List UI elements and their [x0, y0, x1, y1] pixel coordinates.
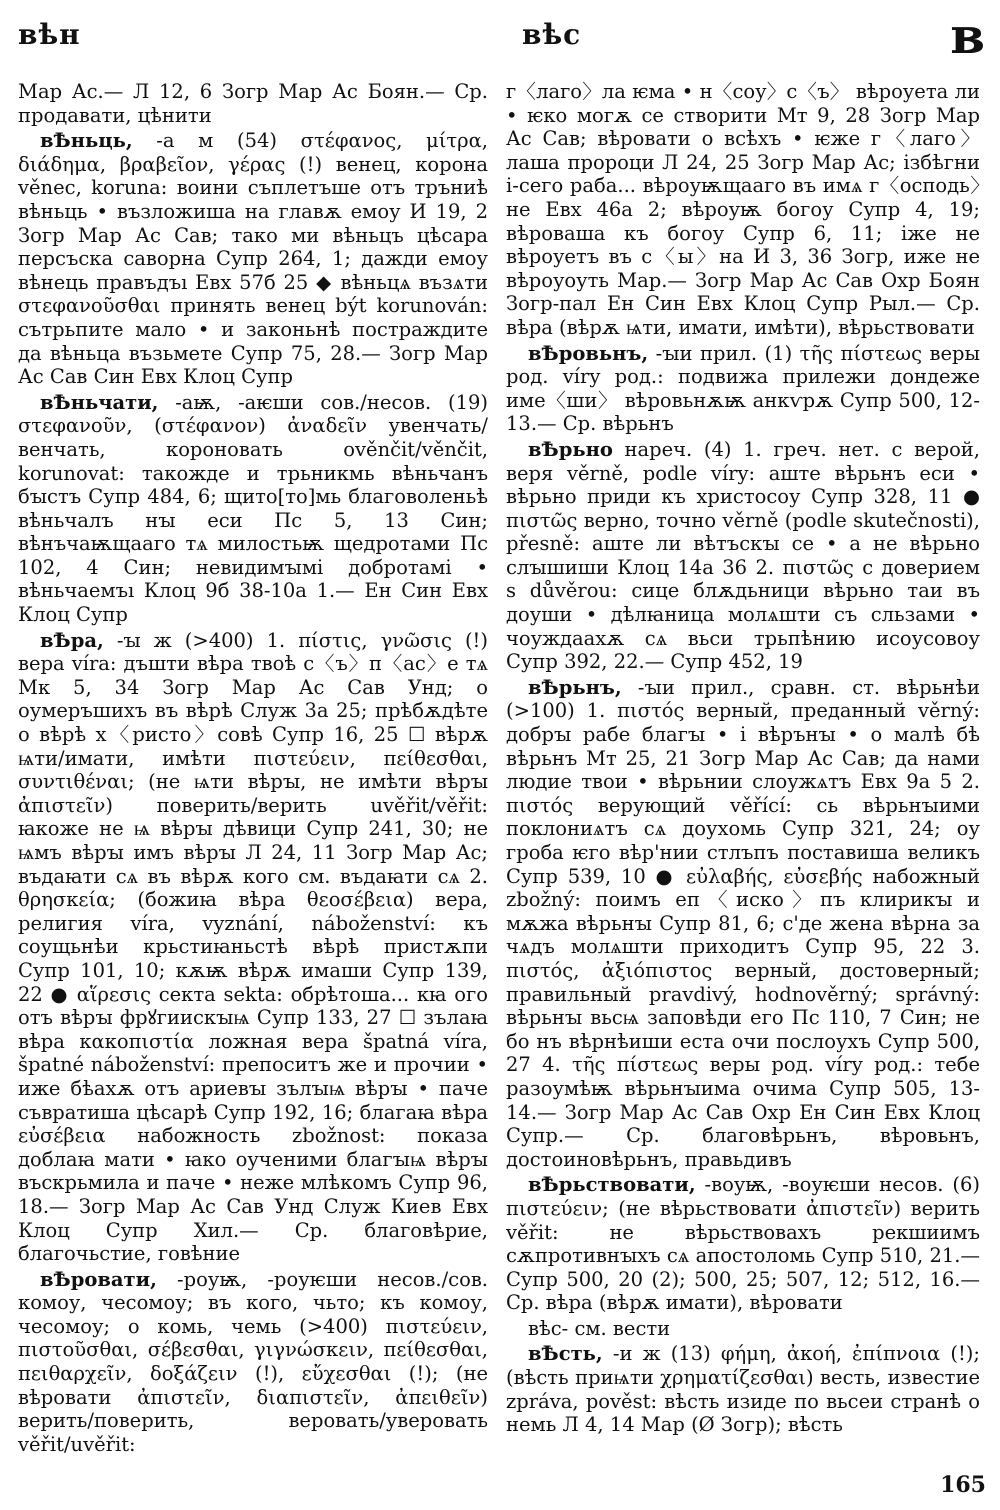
left-column [18, 80, 488, 1458]
entry-headword: вѢрьствовати, [528, 1173, 696, 1197]
entry-text: Мар Ас.— Л 12, 6 Зогр Мар Ас Боян.— Ср. продавати, цѣнити [18, 80, 488, 127]
dictionary-entry [18, 1268, 488, 1457]
dictionary-entry [18, 629, 488, 1266]
entry-headword: вѢрьнъ, [528, 675, 622, 699]
entry-text: -ꙑи прил., сравн. ст. вѣрьнѣи (>100) 1. πιστός верный, преданный věrný: добрꙑ рабе благꙑ • і вѣрънꙑ • о малѣ бѣ вѣрьнъ Мт 25, 21 Зогр Мар Ас Сав; да нами людие твои • вѣрьнии слоужѧтъ Евх 9а 5 2. πιστός верующий věřící: сь вѣрьнꙑими поклониѧтъ сѧ доуxомь Супр 321, 24; оу гроба ѥго вѣр'нии стлъпъ поставиша великъ Супр 539, 10 ● εὐλαβής, εὐσεβής набожный zbožný: поимъ еп〈иско〉пъ клирикꙑ и мѫжа вѣрьнꙑ Супр 81, 6; с'де жена вѣрна за чѧдъ молѧшти приходитъ Супр 95, 22 3. πιστός, ἀξιόπιστος верный, достоверный; правильный pravdivý, hodnověrný; správný: вѣрьнꙑ вьсѩ заповѣди его Пс 110, 7 Син; не бо нъ вѣрнѣиши еста очи послоухъ Супр 500, 27 4. τῆς πίστεως веры род. víry род.: тебе разоумѣѭ вѣрьнꙑима очима Супр 505, 13-14.— Зогр Мар Ас Сав Охр Ен Син Евх Клоц Супр.— Ср. благовѣрьнъ, вѣровьнъ, достоиновѣрьнъ, правьдивъ [506, 675, 980, 1171]
section-letter: в [950, 6, 986, 65]
entry-headword: вѢрьно [528, 437, 613, 461]
dictionary-entry [506, 1342, 980, 1436]
entry-text: -аѭ, -аѥши сов./несов. (19) στεφανοῦν, (στέφανον) ἀναδεῖν увенчать/венчать, короновать ověnčit/věnčit, korunovat: такожде и трьникмь вѣньчанъ бꙑстъ Супр 484, 6; щито[то]мь благоволеньѣ вѣньчалъ нꙑ еси Пс 5, 13 Син; вѣнъчаѭщааго тѧ милостьѭ щедротами Пс 102, 4 Син; невидимꙑмі добротамі • вѣньчаемъı Клоц 9б 38-10а 1.— Ен Син Евх Клоц Супр [18, 390, 488, 627]
entry-continuation [506, 80, 980, 340]
dictionary-entry [18, 129, 488, 389]
entry-text: -ꙑи прил. (1) τῆς πίστεως веры род. víry род.: подвижа прилежи дондеже име〈ши〉 вѣровьнѫѭ анкѵрѫ Супр 500, 12-13.— Ср. вѣрьнъ [506, 341, 980, 436]
dictionary-entry [18, 391, 488, 627]
entry-text: -роуѭ, -роуѥши несов./сов. комоу, чесомоу; въ кого, чьто; къ комоу, чесомоу; о комь, чемь (>400) πιστεύειν, πιστοῦσθαι, σέβεσθαι, γιγνώσκειν, πείθεσθαι, πειθαρχεῖν, δοξάζειν (!), εὔχεσθαι (!); (не вѣровати ἀπιστεῖν, διαπιστεῖν, ἀπειθεῖν) верить/поверить, веровать/уверовать věřit/uvěřit: [18, 1267, 488, 1456]
entry-headword: вѢра, [40, 628, 104, 652]
dictionary-entry [506, 676, 980, 1171]
entry-continuation [18, 80, 488, 127]
entry-headword: вѢровати, [40, 1267, 157, 1291]
entry-text: нареч. (4) 1. греч. нет. с верой, веря věrně, podle víry: аште вѣрьнъ еси • вѣрьно приди къ христосоу Супр 328, 11 ● πιστῶς верно, точно věrně (podle skutečnosti), přesně: аште ли вѣтъскꙑ се • а не вѣрьно слꙑшиши Клоц 14а 36 2. πιστῶς с доверием s důvěrou: сице блѫдьници вѣрьно таи въ доуши • дѣлꙗница молѧшти съ сльзами • чоуждаахѫ сѧ вьси трьпѣнию исоусовоу Супр 392, 22.— Супр 452, 19 [506, 437, 980, 674]
entry-text: -ꙑ ж (>400) 1. πίστις, γνῶσις (!) вера víra: дъшти вѣра твоѣ с〈ъ〉п〈ас〉е тѧ Мк 5, 34 Зогр Мар Ас Сав Унд; о оумеръшихъ въ вѣрѣ Служ 3а 25; прѣбѫдѣте о вѣрѣ х〈ристо〉совѣ Супр 16, 25 ☐ вѣрѫ ѩти/имати, имѣти πιστεύειν, πείθεσθαι, συντιθέναι; (не ѩти вѣрꙑ, не имѣти вѣрꙑ ἀπιστεῖν) поверить/верить uvěřit/věřit: ꙗкоже не ѩ вѣрꙑ дѣвици Супр 241, 30; не ѩмъ вѣрꙑ имъ вѣрꙑ Л 24, 11 Зогр Мар Ас; въдаꙗти сѧ въ вѣрѫ кого см. въдаꙗти сѧ 2. θρησκεία; (божиꙗ вѣра θεοσέβεια) вера, религия víra, vyznání, náboženství: къ соущьнѣи крьстиꙗньстѣ вѣрѣ пристѫпи Супр 101, 10; кѫѭ вѣрѫ имаши Супр 139, 22 ● αἵρεσις секта sekta: обрѣтоша... кꙗ ого отъ вѣрꙑ фрꙋгиискꙑѩ Супр 133, 27 ☐ зълаꙗ вѣра κακοπιστία ложная вера špatná víra, špatné náboženství: препоситъ же и прочии • иже бѣахѫ отъ ариевꙑ зълꙑѩ вѣрꙑ • паче съвратиша цѣсарѣ Супр 192, 16; благаꙗ вѣра εὐσέβεια набожность zbožnost: показа доблаꙗ мати • ꙗко оученими благꙑѩ вѣрꙑ въскрьмила и паче • неже млѣкомъ Супр 96, 18.— Зогр Мар Ас Сав Унд Служ Киев Евх Клоц Супр Хил.— Ср. благовѣрие, благочьстие, говѣние [18, 628, 488, 1266]
dictionary-entry [506, 438, 980, 674]
dictionary-entry [506, 342, 980, 436]
entry-text: -и ж (13) φήμη, ἀκοή, ἐπίπνοια (!); (вѣсть приѩти χρηματίζεσθαι) весть, известие zpráva, pověst: вѣсть изиде по вьсеи странѣ о немь Л 4, 14 Мар (Ø Зогр); вѣсть [506, 1342, 980, 1437]
page-number: 165 [940, 1472, 986, 1498]
entry-text: -а м (54) στέφανος, μίτρα, διάδημα, βραβεῖον, γέρας (!) венец, корона věnec, koruna: воини съплетъше отъ тръниѣ вѣньць • възложиша на главѫ емоу И 19, 2 Зогр Мар Ас Сав; тако ми вѣньцъ цѣсара персъска саворна Супр 264, 1; дажди емоу вѣнець правъдъı Евх 57б 25 ◆ вѣньцѧ възѧти στεφανοῦσθαι принять венец být korunován: сътрьпите мало • и законьнѣ постраждите да вѣньца възьмете Супр 75, 28.— Зогр Мар Ас Сав Син Евх Клоц Супр [18, 129, 488, 389]
running-head-center: вѣс [522, 18, 582, 51]
entry-headword: вѢсть, [528, 1342, 603, 1366]
entry-text: г〈лаго〉ла ѥма • н〈соу〉с〈ъ〉 вѣроуета ли • ѥко могѫ се створити Мт 9, 28 Зогр Мар Ас Сав; вѣровати о всѣхъ • ѥже г〈лаго〉лаша пророци Л 24, 25 Зогр Мар Ас; ізбѣгни і-сего раба... вѣроуѭщааго въ имѧ г〈осподь〉не Евх 46а 2; вѣроуѭ богоу Супр 4, 19; вѣроваша къ богоу Супр 6, 11; іже не вѣроуетъ въ с〈ы〉на И 3, 36 Зогр, иже не вѣроуоуть Мар.— Зогр Мар Ас Сав Охр Боян Зогр-пал Ен Син Евх Клоц Супр Рыл.— Ср. вѣра (вѣрѫ ѩти, имати, имѣти), вѣрьствовати [506, 80, 980, 339]
entry-headword: вѢньчати, [40, 390, 159, 414]
entry-text: вѣс- см. вести [528, 1316, 671, 1340]
dictionary-entry [506, 1173, 980, 1315]
right-column [506, 80, 980, 1439]
running-head-left: вѣн [18, 18, 81, 51]
entry-headword: вѢровьнъ, [528, 341, 649, 365]
entry-headword: вѢньць, [40, 129, 133, 153]
cross-reference [506, 1317, 980, 1341]
entry-text: -воуѭ, -воуѥши несов. (6) πιστεύειν; (не вѣрьствовати ἀπιστεῖν) верить věřit: не вѣрьствовахъ рекшиимъ сѫпротивнꙑхъ сѧ апостоломь Супр 510, 21.— Супр 500, 20 (2); 500, 25; 507, 12; 512, 16.— Ср. вѣра (вѣрѫ имати), вѣровати [506, 1173, 980, 1315]
